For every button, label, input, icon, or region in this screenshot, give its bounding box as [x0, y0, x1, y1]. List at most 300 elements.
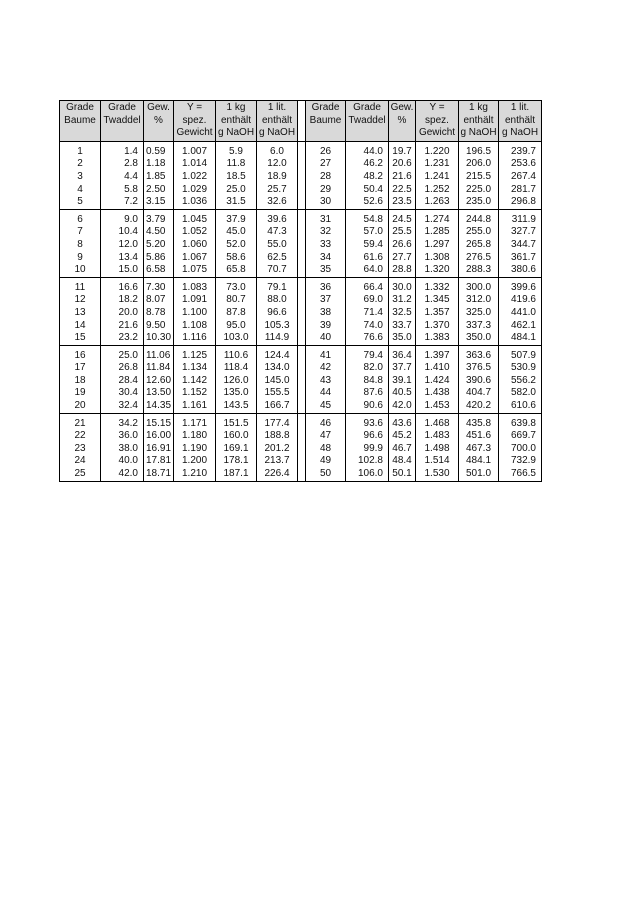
right-cell-col-grade-twaddel: 106.0	[346, 468, 389, 481]
left-header-col-gew-percent	[144, 101, 174, 142]
left-cell-col-grade-twaddel: 2.8	[101, 158, 144, 171]
right-cell-col-spez-gewicht: 1.285	[416, 226, 459, 239]
left-cell-col-1lit-naoh: 226.4	[257, 468, 298, 481]
left-cell-col-1kg-naoh: 87.8	[216, 307, 257, 320]
left-cell-col-1lit-naoh: 70.7	[257, 264, 298, 277]
right-cell-col-1kg-naoh: 215.5	[459, 171, 499, 184]
column-gap	[298, 141, 306, 158]
right-cell-col-1lit-naoh: 462.1	[499, 320, 542, 333]
right-cell-col-grade-twaddel: 71.4	[346, 307, 389, 320]
left-header-col-1kg-naoh	[216, 101, 257, 142]
left-cell-col-1kg-naoh: 178.1	[216, 455, 257, 468]
left-cell-col-spez-gewicht: 1.075	[174, 264, 216, 277]
table-row	[60, 184, 542, 197]
right-header-col-1lit-naoh	[499, 101, 542, 142]
table-row	[60, 362, 542, 375]
right-header-col-spez-gewicht	[416, 101, 459, 142]
header-line: Gewicht	[418, 127, 456, 139]
header-line: Baume	[64, 114, 96, 126]
left-cell-col-spez-gewicht: 1.007	[174, 141, 216, 158]
column-gap	[298, 455, 306, 468]
left-cell-col-grade-twaddel: 23.2	[101, 332, 144, 345]
right-cell-col-1kg-naoh: 206.0	[459, 158, 499, 171]
left-cell-col-gew-percent: 13.50	[144, 387, 174, 400]
left-cell-col-1lit-naoh: 213.7	[257, 455, 298, 468]
left-cell-col-gew-percent: 1.18	[144, 158, 174, 171]
right-cell-col-grade-baume: 33	[306, 239, 346, 252]
right-cell-col-gew-percent: 46.7	[389, 443, 416, 456]
right-cell-col-gew-percent: 42.0	[389, 400, 416, 413]
right-cell-col-spez-gewicht: 1.357	[416, 307, 459, 320]
right-cell-col-1lit-naoh: 507.9	[499, 345, 542, 362]
left-cell-col-1lit-naoh: 201.2	[257, 443, 298, 456]
header-line: g NaOH	[501, 127, 539, 139]
left-cell-col-grade-baume: 19	[60, 387, 101, 400]
right-cell-col-grade-baume: 45	[306, 400, 346, 413]
right-cell-col-spez-gewicht: 1.263	[416, 196, 459, 209]
left-cell-col-grade-twaddel: 34.2	[101, 413, 144, 430]
right-cell-col-gew-percent: 20.6	[389, 158, 416, 171]
right-cell-col-gew-percent: 28.8	[389, 264, 416, 277]
right-cell-col-grade-baume: 49	[306, 455, 346, 468]
left-cell-col-grade-baume: 8	[60, 239, 101, 252]
left-header-col-grade-twaddel	[101, 101, 144, 142]
left-cell-col-spez-gewicht: 1.052	[174, 226, 216, 239]
table-row	[60, 332, 542, 345]
right-header-col-gew-percent	[389, 101, 416, 142]
right-cell-col-1lit-naoh: 344.7	[499, 239, 542, 252]
table-row	[60, 400, 542, 413]
left-cell-col-grade-baume: 24	[60, 455, 101, 468]
right-cell-col-gew-percent: 21.6	[389, 171, 416, 184]
right-cell-col-spez-gewicht: 1.483	[416, 430, 459, 443]
column-gap	[298, 332, 306, 345]
right-cell-col-spez-gewicht: 1.468	[416, 413, 459, 430]
right-cell-col-1lit-naoh: 669.7	[499, 430, 542, 443]
left-cell-col-grade-baume: 5	[60, 196, 101, 209]
naoh-density-table	[59, 100, 542, 482]
left-header-col-spez-gewicht	[174, 101, 216, 142]
left-cell-col-spez-gewicht: 1.116	[174, 332, 216, 345]
right-cell-col-1lit-naoh: 281.7	[499, 184, 542, 197]
right-cell-col-gew-percent: 22.5	[389, 184, 416, 197]
left-cell-col-1lit-naoh: 39.6	[257, 209, 298, 226]
right-cell-col-grade-baume: 26	[306, 141, 346, 158]
column-gap	[298, 387, 306, 400]
column-gap	[298, 443, 306, 456]
right-cell-col-1lit-naoh: 296.8	[499, 196, 542, 209]
left-cell-col-grade-twaddel: 21.6	[101, 320, 144, 333]
left-cell-col-spez-gewicht: 1.108	[174, 320, 216, 333]
table-row	[60, 320, 542, 333]
left-cell-col-grade-twaddel: 1.4	[101, 141, 144, 158]
right-cell-col-spez-gewicht: 1.308	[416, 252, 459, 265]
left-cell-col-gew-percent: 2.50	[144, 184, 174, 197]
right-cell-col-spez-gewicht: 1.397	[416, 345, 459, 362]
left-cell-col-grade-baume: 2	[60, 158, 101, 171]
right-cell-col-gew-percent: 48.4	[389, 455, 416, 468]
right-cell-col-gew-percent: 23.5	[389, 196, 416, 209]
header-line: g NaOH	[460, 127, 497, 139]
column-gap	[298, 320, 306, 333]
header-line: Grade	[108, 102, 136, 113]
header-line: Baume	[309, 114, 342, 126]
left-cell-col-grade-twaddel: 36.0	[101, 430, 144, 443]
left-cell-col-spez-gewicht: 1.022	[174, 171, 216, 184]
right-cell-col-1kg-naoh: 265.8	[459, 239, 499, 252]
left-cell-col-1kg-naoh: 11.8	[216, 158, 257, 171]
left-cell-col-gew-percent: 15.15	[144, 413, 174, 430]
right-cell-col-1kg-naoh: 225.0	[459, 184, 499, 197]
left-cell-col-spez-gewicht: 1.045	[174, 209, 216, 226]
right-cell-col-grade-baume: 37	[306, 294, 346, 307]
right-cell-col-1kg-naoh: 376.5	[459, 362, 499, 375]
right-cell-col-1lit-naoh: 582.0	[499, 387, 542, 400]
right-cell-col-spez-gewicht: 1.410	[416, 362, 459, 375]
left-cell-col-spez-gewicht: 1.014	[174, 158, 216, 171]
right-cell-col-1lit-naoh: 267.4	[499, 171, 542, 184]
left-cell-col-1kg-naoh: 151.5	[216, 413, 257, 430]
column-gap	[298, 158, 306, 171]
table-row	[60, 252, 542, 265]
right-cell-col-gew-percent: 50.1	[389, 468, 416, 481]
left-cell-col-1kg-naoh: 31.5	[216, 196, 257, 209]
right-cell-col-gew-percent: 37.7	[389, 362, 416, 375]
right-cell-col-1lit-naoh: 556.2	[499, 375, 542, 388]
header-line: Grade	[311, 102, 340, 113]
right-cell-col-grade-twaddel: 66.4	[346, 277, 389, 294]
header-line: Gewicht	[176, 127, 213, 139]
header-line: g NaOH	[258, 127, 296, 139]
column-gap	[298, 400, 306, 413]
column-gap	[298, 184, 306, 197]
left-cell-col-1lit-naoh: 177.4	[257, 413, 298, 430]
left-cell-col-1lit-naoh: 62.5	[257, 252, 298, 265]
left-cell-col-1lit-naoh: 166.7	[257, 400, 298, 413]
right-header-col-grade-twaddel	[346, 101, 389, 142]
right-cell-col-1lit-naoh: 610.6	[499, 400, 542, 413]
right-cell-col-grade-baume: 44	[306, 387, 346, 400]
left-cell-col-1kg-naoh: 37.9	[216, 209, 257, 226]
column-gap	[298, 209, 306, 226]
right-cell-col-grade-baume: 28	[306, 171, 346, 184]
left-cell-col-1kg-naoh: 58.6	[216, 252, 257, 265]
right-cell-col-grade-baume: 34	[306, 252, 346, 265]
right-cell-col-1kg-naoh: 501.0	[459, 468, 499, 481]
left-cell-col-1lit-naoh: 47.3	[257, 226, 298, 239]
right-cell-col-grade-twaddel: 44.0	[346, 141, 389, 158]
left-cell-col-spez-gewicht: 1.083	[174, 277, 216, 294]
column-gap	[298, 239, 306, 252]
right-cell-col-1lit-naoh: 361.7	[499, 252, 542, 265]
table-row	[60, 171, 542, 184]
right-cell-col-gew-percent: 25.5	[389, 226, 416, 239]
left-cell-col-grade-baume: 22	[60, 430, 101, 443]
right-cell-col-grade-twaddel: 64.0	[346, 264, 389, 277]
right-cell-col-grade-twaddel: 76.6	[346, 332, 389, 345]
column-gap	[298, 362, 306, 375]
left-cell-col-gew-percent: 3.15	[144, 196, 174, 209]
left-cell-col-grade-twaddel: 9.0	[101, 209, 144, 226]
left-cell-col-spez-gewicht: 1.036	[174, 196, 216, 209]
right-cell-col-spez-gewicht: 1.345	[416, 294, 459, 307]
column-gap	[298, 430, 306, 443]
right-cell-col-grade-baume: 35	[306, 264, 346, 277]
header-line: enthält	[504, 114, 536, 126]
table-body	[60, 141, 542, 481]
header-line: Twaddel	[103, 114, 141, 126]
left-cell-col-grade-twaddel: 5.8	[101, 184, 144, 197]
column-gap	[298, 226, 306, 239]
left-cell-col-grade-baume: 10	[60, 264, 101, 277]
left-cell-col-spez-gewicht: 1.134	[174, 362, 216, 375]
right-cell-col-grade-twaddel: 69.0	[346, 294, 389, 307]
right-cell-col-gew-percent: 24.5	[389, 209, 416, 226]
right-cell-col-spez-gewicht: 1.220	[416, 141, 459, 158]
left-cell-col-gew-percent: 1.85	[144, 171, 174, 184]
header-line: enthält	[463, 114, 494, 126]
column-gap	[298, 264, 306, 277]
header-line: 1 lit.	[510, 102, 530, 113]
right-cell-col-1lit-naoh: 253.6	[499, 158, 542, 171]
left-cell-col-spez-gewicht: 1.142	[174, 375, 216, 388]
right-cell-col-grade-twaddel: 82.0	[346, 362, 389, 375]
left-cell-col-1kg-naoh: 118.4	[216, 362, 257, 375]
left-cell-col-1kg-naoh: 65.8	[216, 264, 257, 277]
left-cell-col-1kg-naoh: 52.0	[216, 239, 257, 252]
column-gap	[298, 277, 306, 294]
right-cell-col-grade-twaddel: 46.2	[346, 158, 389, 171]
header-line: Twaddel	[348, 114, 386, 126]
left-cell-col-grade-baume: 3	[60, 171, 101, 184]
right-cell-col-gew-percent: 26.6	[389, 239, 416, 252]
left-cell-col-gew-percent: 11.84	[144, 362, 174, 375]
right-cell-col-1lit-naoh: 639.8	[499, 413, 542, 430]
right-cell-col-grade-twaddel: 96.6	[346, 430, 389, 443]
right-cell-col-grade-twaddel: 50.4	[346, 184, 389, 197]
left-cell-col-1kg-naoh: 25.0	[216, 184, 257, 197]
right-cell-col-1lit-naoh: 732.9	[499, 455, 542, 468]
right-cell-col-1lit-naoh: 530.9	[499, 362, 542, 375]
right-cell-col-grade-twaddel: 59.4	[346, 239, 389, 252]
right-cell-col-1lit-naoh: 399.6	[499, 277, 542, 294]
left-cell-col-1kg-naoh: 160.0	[216, 430, 257, 443]
left-cell-col-grade-baume: 21	[60, 413, 101, 430]
right-cell-col-grade-twaddel: 84.8	[346, 375, 389, 388]
right-cell-col-grade-twaddel: 87.6	[346, 387, 389, 400]
table-row	[60, 345, 542, 362]
right-cell-col-1kg-naoh: 235.0	[459, 196, 499, 209]
left-cell-col-1kg-naoh: 126.0	[216, 375, 257, 388]
left-cell-col-grade-baume: 25	[60, 468, 101, 481]
right-cell-col-grade-baume: 27	[306, 158, 346, 171]
right-cell-col-1kg-naoh: 300.0	[459, 277, 499, 294]
right-cell-col-1kg-naoh: 244.8	[459, 209, 499, 226]
column-gap	[298, 375, 306, 388]
right-cell-col-grade-baume: 50	[306, 468, 346, 481]
table-row	[60, 158, 542, 171]
left-cell-col-grade-baume: 15	[60, 332, 101, 345]
document-page	[59, 100, 555, 482]
left-cell-col-gew-percent: 5.20	[144, 239, 174, 252]
right-cell-col-grade-twaddel: 93.6	[346, 413, 389, 430]
right-cell-col-grade-twaddel: 57.0	[346, 226, 389, 239]
left-cell-col-grade-baume: 6	[60, 209, 101, 226]
left-cell-col-1kg-naoh: 169.1	[216, 443, 257, 456]
right-cell-col-grade-baume: 41	[306, 345, 346, 362]
right-cell-col-1lit-naoh: 311.9	[499, 209, 542, 226]
right-cell-col-1lit-naoh: 239.7	[499, 141, 542, 158]
left-cell-col-1kg-naoh: 73.0	[216, 277, 257, 294]
right-cell-col-1kg-naoh: 325.0	[459, 307, 499, 320]
header-line: Grade	[66, 102, 94, 113]
right-cell-col-grade-baume: 42	[306, 362, 346, 375]
right-cell-col-1kg-naoh: 435.8	[459, 413, 499, 430]
right-cell-col-gew-percent: 36.4	[389, 345, 416, 362]
left-cell-col-grade-baume: 1	[60, 141, 101, 158]
column-gap	[298, 252, 306, 265]
right-cell-col-grade-twaddel: 90.6	[346, 400, 389, 413]
right-cell-col-spez-gewicht: 1.498	[416, 443, 459, 456]
left-cell-col-spez-gewicht: 1.060	[174, 239, 216, 252]
left-cell-col-gew-percent: 4.50	[144, 226, 174, 239]
right-cell-col-1kg-naoh: 390.6	[459, 375, 499, 388]
left-cell-col-grade-twaddel: 26.8	[101, 362, 144, 375]
right-cell-col-1kg-naoh: 288.3	[459, 264, 499, 277]
table-row	[60, 443, 542, 456]
left-cell-col-1kg-naoh: 80.7	[216, 294, 257, 307]
right-cell-col-1lit-naoh: 766.5	[499, 468, 542, 481]
left-cell-col-grade-twaddel: 38.0	[101, 443, 144, 456]
left-cell-col-grade-twaddel: 20.0	[101, 307, 144, 320]
table-row	[60, 413, 542, 430]
left-cell-col-gew-percent: 7.30	[144, 277, 174, 294]
left-cell-col-grade-baume: 13	[60, 307, 101, 320]
table-row	[60, 264, 542, 277]
left-cell-col-gew-percent: 12.60	[144, 375, 174, 388]
right-cell-col-grade-baume: 32	[306, 226, 346, 239]
left-cell-col-gew-percent: 11.06	[144, 345, 174, 362]
left-cell-col-spez-gewicht: 1.029	[174, 184, 216, 197]
column-gap	[298, 413, 306, 430]
header-line: 1 lit.	[267, 102, 287, 113]
left-header-col-grade-baume	[60, 101, 101, 142]
left-cell-col-1kg-naoh: 18.5	[216, 171, 257, 184]
left-cell-col-1lit-naoh: 18.9	[257, 171, 298, 184]
header-line: Y =	[429, 102, 445, 113]
right-cell-col-spez-gewicht: 1.514	[416, 455, 459, 468]
right-header-col-1kg-naoh	[459, 101, 499, 142]
left-cell-col-1lit-naoh: 124.4	[257, 345, 298, 362]
right-cell-col-1lit-naoh: 380.6	[499, 264, 542, 277]
left-cell-col-grade-twaddel: 30.4	[101, 387, 144, 400]
left-cell-col-gew-percent: 6.58	[144, 264, 174, 277]
right-cell-col-grade-baume: 36	[306, 277, 346, 294]
header-line: enthält	[220, 114, 252, 126]
header-line: Y =	[186, 102, 203, 113]
header-line: %	[397, 114, 407, 126]
right-header-col-grade-baume	[306, 101, 346, 142]
header-row	[60, 101, 542, 142]
left-cell-col-1kg-naoh: 135.0	[216, 387, 257, 400]
left-cell-col-1lit-naoh: 6.0	[257, 141, 298, 158]
right-cell-col-grade-twaddel: 79.4	[346, 345, 389, 362]
left-cell-col-grade-twaddel: 16.6	[101, 277, 144, 294]
table-row	[60, 307, 542, 320]
left-cell-col-1lit-naoh: 188.8	[257, 430, 298, 443]
header-line: spez.	[182, 114, 207, 126]
left-cell-col-grade-twaddel: 32.4	[101, 400, 144, 413]
left-cell-col-gew-percent: 16.91	[144, 443, 174, 456]
table-row	[60, 455, 542, 468]
left-cell-col-spez-gewicht: 1.190	[174, 443, 216, 456]
left-cell-col-spez-gewicht: 1.125	[174, 345, 216, 362]
left-cell-col-gew-percent: 17.81	[144, 455, 174, 468]
left-cell-col-1kg-naoh: 143.5	[216, 400, 257, 413]
header-line: %	[154, 114, 163, 126]
left-cell-col-1lit-naoh: 114.9	[257, 332, 298, 345]
right-cell-col-grade-baume: 29	[306, 184, 346, 197]
left-cell-col-spez-gewicht: 1.152	[174, 387, 216, 400]
table-row	[60, 294, 542, 307]
right-cell-col-1kg-naoh: 350.0	[459, 332, 499, 345]
left-cell-col-1lit-naoh: 25.7	[257, 184, 298, 197]
right-cell-col-spez-gewicht: 1.320	[416, 264, 459, 277]
left-cell-col-1lit-naoh: 12.0	[257, 158, 298, 171]
left-cell-col-1lit-naoh: 145.0	[257, 375, 298, 388]
right-cell-col-spez-gewicht: 1.438	[416, 387, 459, 400]
right-cell-col-1kg-naoh: 363.6	[459, 345, 499, 362]
left-cell-col-grade-twaddel: 10.4	[101, 226, 144, 239]
right-cell-col-gew-percent: 30.0	[389, 277, 416, 294]
left-cell-col-grade-baume: 7	[60, 226, 101, 239]
column-gap	[298, 307, 306, 320]
left-cell-col-gew-percent: 8.78	[144, 307, 174, 320]
right-cell-col-spez-gewicht: 1.453	[416, 400, 459, 413]
right-cell-col-grade-baume: 39	[306, 320, 346, 333]
table-row	[60, 277, 542, 294]
right-cell-col-spez-gewicht: 1.274	[416, 209, 459, 226]
left-cell-col-spez-gewicht: 1.067	[174, 252, 216, 265]
table-row	[60, 468, 542, 481]
right-cell-col-grade-baume: 30	[306, 196, 346, 209]
left-cell-col-1lit-naoh: 55.0	[257, 239, 298, 252]
right-cell-col-grade-twaddel: 52.6	[346, 196, 389, 209]
left-cell-col-1lit-naoh: 88.0	[257, 294, 298, 307]
right-cell-col-1kg-naoh: 255.0	[459, 226, 499, 239]
right-cell-col-gew-percent: 33.7	[389, 320, 416, 333]
header-line: 1 kg	[226, 102, 246, 113]
right-cell-col-gew-percent: 40.5	[389, 387, 416, 400]
left-cell-col-grade-twaddel: 18.2	[101, 294, 144, 307]
column-gap	[298, 345, 306, 362]
table-row	[60, 141, 542, 158]
left-cell-col-gew-percent: 9.50	[144, 320, 174, 333]
left-cell-col-1lit-naoh: 134.0	[257, 362, 298, 375]
left-cell-col-grade-twaddel: 13.4	[101, 252, 144, 265]
right-cell-col-1lit-naoh: 327.7	[499, 226, 542, 239]
left-header-col-1lit-naoh	[257, 101, 298, 142]
left-cell-col-grade-twaddel: 4.4	[101, 171, 144, 184]
left-cell-col-grade-baume: 12	[60, 294, 101, 307]
right-cell-col-1lit-naoh: 700.0	[499, 443, 542, 456]
left-cell-col-grade-baume: 17	[60, 362, 101, 375]
table-row	[60, 226, 542, 239]
left-cell-col-1lit-naoh: 105.3	[257, 320, 298, 333]
header-line: g NaOH	[217, 127, 255, 139]
table-row	[60, 430, 542, 443]
left-cell-col-spez-gewicht: 1.091	[174, 294, 216, 307]
